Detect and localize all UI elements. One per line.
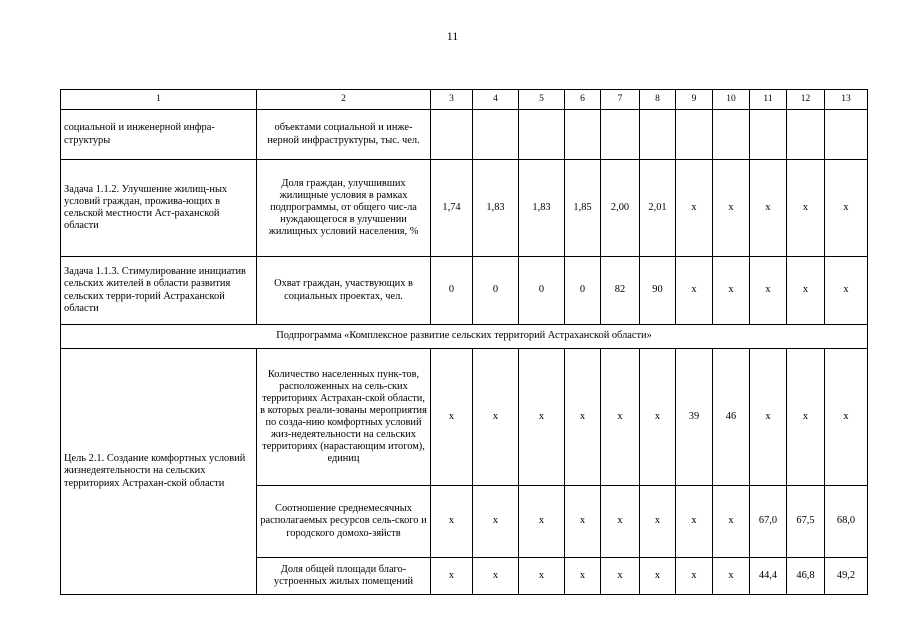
value-cell: х — [565, 558, 601, 595]
table-row — [61, 160, 868, 257]
value-cell: х — [713, 558, 750, 595]
value-cell: 39 — [676, 349, 713, 486]
value-cell — [640, 110, 676, 160]
value-cell: х — [431, 558, 473, 595]
value-cell: х — [787, 160, 825, 257]
value-cell: 46 — [713, 349, 750, 486]
value-cell: 0 — [565, 257, 601, 325]
header-cell: 3 — [431, 90, 473, 110]
value-cell: х — [713, 160, 750, 257]
subprogram-row — [61, 325, 868, 349]
value-cell: х — [825, 160, 868, 257]
value-cell: х — [750, 257, 787, 325]
value-cell: х — [787, 349, 825, 486]
task-cell: Задача 1.1.3. Стимулирование инициатив сельских жителей в области развития сельских терри-торий Астраханской области — [61, 257, 257, 325]
value-cell — [825, 110, 868, 160]
subprogram-title: Подпрограмма «Комплексное развитие сельских территорий Астраханской области» — [61, 325, 868, 349]
value-cell: х — [519, 349, 565, 486]
value-cell — [601, 110, 640, 160]
value-cell: х — [676, 486, 713, 558]
value-cell — [676, 110, 713, 160]
value-cell — [787, 110, 825, 160]
value-cell: 1,74 — [431, 160, 473, 257]
value-cell: х — [825, 257, 868, 325]
value-cell — [565, 110, 601, 160]
header-cell: 1 — [61, 90, 257, 110]
value-cell — [519, 110, 565, 160]
value-cell: 68,0 — [825, 486, 868, 558]
value-cell: 0 — [431, 257, 473, 325]
value-cell: х — [676, 257, 713, 325]
header-cell: 2 — [257, 90, 431, 110]
value-cell: х — [565, 349, 601, 486]
header-cell: 8 — [640, 90, 676, 110]
table-row — [61, 257, 868, 325]
table-row — [61, 110, 868, 160]
indicator-cell: Количество населенных пунк-тов, расположенных на сель-ских территориях Астрахан-ской области, в которых реали-зованы мероприятия по созда-нию комфортных условий жиз-недеятельности на сельских территориях (нарастающим итогом), единиц — [257, 349, 431, 486]
value-cell: х — [787, 257, 825, 325]
value-cell: 90 — [640, 257, 676, 325]
header-cell: 4 — [473, 90, 519, 110]
header-cell: 11 — [750, 90, 787, 110]
value-cell: х — [565, 486, 601, 558]
header-cell: 6 — [565, 90, 601, 110]
value-cell: х — [750, 160, 787, 257]
value-cell: 49,2 — [825, 558, 868, 595]
header-cell: 10 — [713, 90, 750, 110]
value-cell — [473, 110, 519, 160]
header-cell: 7 — [601, 90, 640, 110]
task-cell: Задача 1.1.2. Улучшение жилищ-ных условий граждан, прожива-ющих в сельской местности Аст-раханской области — [61, 160, 257, 257]
indicator-cell: Доля граждан, улучшивших жилищные условия в рамках подпрограммы, от общего чис-ла нуждающегося в улучшении жилищных условий населения, % — [257, 160, 431, 257]
value-cell: 0 — [519, 257, 565, 325]
task-cell: социальной и инженерной инфра-структуры — [61, 110, 257, 160]
value-cell: х — [431, 486, 473, 558]
page-number: 11 — [446, 29, 459, 43]
value-cell: 0 — [473, 257, 519, 325]
indicator-cell: Охват граждан, участвующих в социальных проектах, чел. — [257, 257, 431, 325]
table-row — [61, 349, 868, 486]
value-cell: 1,83 — [519, 160, 565, 257]
table-header-row — [61, 90, 868, 110]
value-cell: 1,83 — [473, 160, 519, 257]
value-cell: 2,01 — [640, 160, 676, 257]
header-cell: 9 — [676, 90, 713, 110]
value-cell: х — [601, 349, 640, 486]
header-cell: 13 — [825, 90, 868, 110]
value-cell: 67,5 — [787, 486, 825, 558]
value-cell: х — [473, 486, 519, 558]
value-cell: х — [825, 349, 868, 486]
value-cell: х — [640, 558, 676, 595]
value-cell: 46,8 — [787, 558, 825, 595]
indicators-table — [60, 89, 868, 595]
value-cell: 1,85 — [565, 160, 601, 257]
header-cell: 12 — [787, 90, 825, 110]
goal-cell: Цель 2.1. Создание комфортных условий жизнедеятельности на сельских территориях Астрахан-ской области — [61, 349, 257, 595]
indicator-cell: Соотношение среднемесячных располагаемых ресурсов сель-ского и городского домохо-зяйств — [257, 486, 431, 558]
value-cell: 82 — [601, 257, 640, 325]
value-cell: 44,4 — [750, 558, 787, 595]
indicator-cell: Доля общей площади благо-устроенных жилых помещений — [257, 558, 431, 595]
value-cell — [431, 110, 473, 160]
value-cell — [713, 110, 750, 160]
value-cell: х — [713, 257, 750, 325]
value-cell: х — [640, 486, 676, 558]
value-cell: х — [676, 558, 713, 595]
header-cell: 5 — [519, 90, 565, 110]
value-cell: х — [431, 349, 473, 486]
value-cell: х — [750, 349, 787, 486]
value-cell: х — [519, 558, 565, 595]
value-cell: х — [713, 486, 750, 558]
indicator-cell: объектами социальной и инже-нерной инфраструктуры, тыс. чел. — [257, 110, 431, 160]
value-cell: х — [601, 486, 640, 558]
value-cell: 67,0 — [750, 486, 787, 558]
value-cell: х — [473, 349, 519, 486]
value-cell: х — [473, 558, 519, 595]
value-cell: х — [601, 558, 640, 595]
value-cell — [750, 110, 787, 160]
value-cell: 2,00 — [601, 160, 640, 257]
value-cell: х — [676, 160, 713, 257]
value-cell: х — [640, 349, 676, 486]
value-cell: х — [519, 486, 565, 558]
